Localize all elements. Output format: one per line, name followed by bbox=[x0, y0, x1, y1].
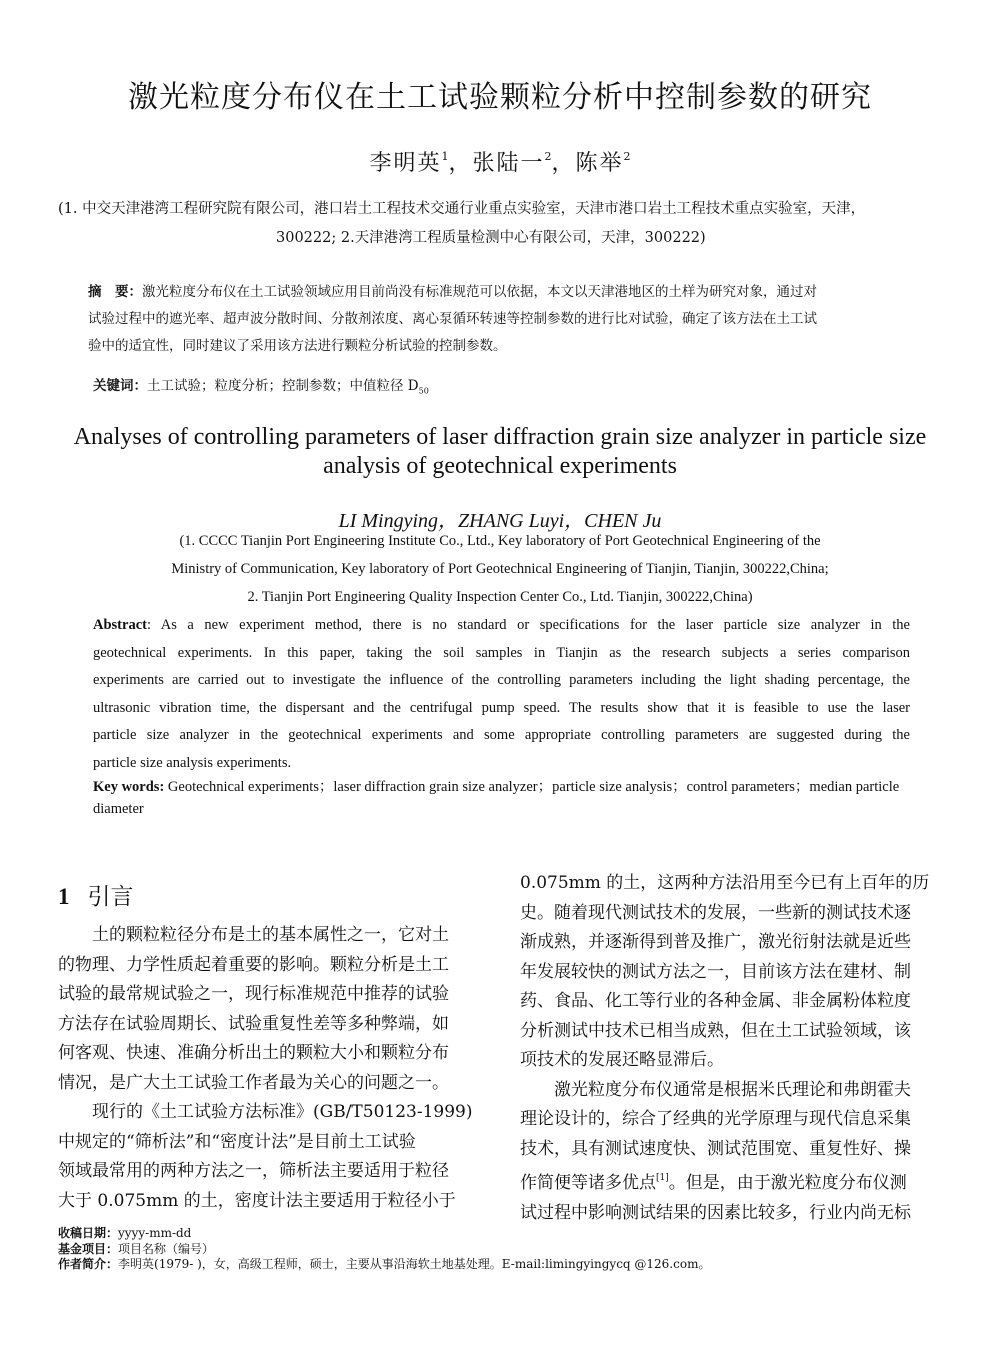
footnote-fund bbox=[58, 1242, 710, 1258]
body-text-line: 渐成熟，并逐渐得到普及推广，激光衍射法就是近些 bbox=[520, 932, 911, 952]
author-name: 陈举 bbox=[575, 151, 624, 176]
chinese-keywords bbox=[93, 374, 429, 396]
body-text-line: 年发展较快的测试方法之一，目前该方法在建材、制 bbox=[520, 961, 911, 982]
footnote-label: 基金项目： bbox=[58, 1241, 119, 1256]
body-text-line: 情况，是广大土工试验工作者最为关心的问题之一。 bbox=[58, 1072, 449, 1093]
body-text-line: 中规定的“筛析法”和“密度计法”是目前土工试验 bbox=[58, 1131, 416, 1152]
body-text-line: 方法存在试验周期长、试验重复性差等多种弊端，如 bbox=[58, 1013, 449, 1034]
footnotes bbox=[58, 1226, 710, 1273]
chinese-abstract-text: 试验过程中的遮光率、超声波分散时间、分散剂浓度、离心泵循环转速等控制参数的进行比对试验，确定了该方法在土工试 bbox=[88, 311, 817, 327]
english-keywords-text: Geotechnical experiments；laser diffraction grain size analyzer；particle size analysis；control parameters；median particle diameter bbox=[93, 779, 900, 817]
body-text-line: 现行的《土工试验方法标准》(GB/T50123-1999) bbox=[58, 1102, 473, 1122]
body-text-line: 试过程中影响测试结果的因素比较多，行业内尚无标 bbox=[520, 1202, 911, 1223]
english-affiliation-line: Ministry of Communication, Key laboratory of Port Geotechnical Engineering of Tianjin, Tianjin, 300222,China; bbox=[171, 561, 829, 577]
author-name: 张陆一 bbox=[472, 151, 545, 176]
chinese-title: 激光粒度分布仪在土工试验颗粒分析中控制参数的研究 bbox=[128, 80, 872, 115]
english-abstract-text: experiments are carried out to investigate the influence of the controlling parameters including the light shading percentage, the bbox=[93, 672, 910, 688]
body-text-fragment: 作简便等诸多优点 bbox=[520, 1173, 656, 1193]
footnote-label: 作者简介： bbox=[58, 1257, 119, 1271]
chinese-keywords-text: 土工试验；粒度分析；控制参数；中值粒径 D bbox=[147, 378, 419, 394]
body-text-line: 史。随着现代测试技术的发展，一些新的测试技术逐 bbox=[520, 902, 911, 923]
body-text-line bbox=[520, 1164, 948, 1199]
citation-reference: [1] bbox=[656, 1173, 669, 1183]
section-heading bbox=[58, 878, 134, 911]
author-affiliation-marker: 2 bbox=[623, 150, 631, 163]
body-text-line: 理论设计的，综合了经典的光学原理与现代信息采集 bbox=[520, 1109, 911, 1129]
english-affiliation-line: 2. Tianjin Port Engineering Quality Inspection Center Co., Ltd. Tianjin, 300222,China) bbox=[247, 589, 753, 605]
section-title: 引言 bbox=[87, 884, 134, 910]
english-abstract bbox=[93, 612, 910, 777]
chinese-keywords-label: 关键词： bbox=[93, 378, 147, 394]
footnote-received bbox=[58, 1226, 710, 1242]
english-abstract-text: particle size analyzer in the geotechnical experiments and some appropriate controlling parameters are suggested during the bbox=[93, 727, 910, 743]
body-text-line: 激光粒度分布仪通常是根据米氏理论和弗朗霍夫 bbox=[520, 1079, 911, 1100]
author-separator: ， bbox=[551, 151, 576, 176]
author-affiliation-marker: 2 bbox=[544, 150, 552, 163]
body-text-line: 0.075mm 的土，这两种方法沿用至今已有上百年的历 bbox=[520, 873, 930, 893]
english-keywords-label: Key words: bbox=[93, 779, 165, 795]
english-abstract-text: : As a new experiment method, there is no standard or specifications for the laser particle size analyzer in the bbox=[146, 617, 910, 633]
body-text-line: 技术，具有测试速度快、测试范围宽、重复性好、操 bbox=[520, 1138, 911, 1159]
section-number: 1 bbox=[58, 884, 70, 909]
author-affiliation-marker: 1 bbox=[441, 150, 449, 163]
english-authors: LI Mingying，ZHANG Luyi，CHEN Ju bbox=[338, 510, 662, 532]
body-text-line: 项技术的发展还略显滞后。 bbox=[520, 1050, 724, 1070]
chinese-abstract-text: 验中的适宜性，同时建议了采用该方法进行颗粒分析试验的控制参数。 bbox=[88, 338, 507, 354]
chinese-affiliation-line: 300222; 2.天津港湾工程质量检测中心有限公司，天津，300222) bbox=[276, 230, 706, 246]
english-abstract-text: ultrasonic vibration time, the dispersant and the centrifugal pump speed. The results show that it is feasible to use the laser bbox=[93, 699, 910, 716]
body-right-column bbox=[520, 869, 948, 1228]
body-text-line: 试验的最常规试验之一，现行标准规范中推荐的试验 bbox=[58, 984, 449, 1004]
body-text-line: 分析测试中技术已相当成熟，但在土工试验领域，该 bbox=[520, 1020, 911, 1041]
english-affiliation-line: (1. CCCC Tianjin Port Engineering Institute Co., Ltd., Key laboratory of Port Geotechnical Engineering of the bbox=[179, 533, 821, 549]
author-separator: ， bbox=[448, 151, 473, 176]
footnote-value: 李明英(1979- )，女，高级工程师，硕士，主要从事沿海软土地基处理。E-mail:limingyingycq @126.com。 bbox=[118, 1257, 711, 1271]
body-text-line: 药、食品、化工等行业的各种金属、非金属粉体粒度 bbox=[520, 991, 911, 1011]
english-title-line: Analyses of controlling parameters of laser diffraction grain size analyzer in particle size bbox=[73, 424, 927, 450]
chinese-keywords-subscript: 50 bbox=[418, 386, 429, 396]
chinese-abstract-label: 摘 要： bbox=[88, 284, 142, 300]
footnote-value: yyyy-mm-dd bbox=[118, 1226, 192, 1240]
body-text-line: 领域最常用的两种方法之一，筛析法主要适用于粒径 bbox=[58, 1161, 449, 1181]
chinese-authors bbox=[0, 146, 1000, 177]
english-title bbox=[0, 423, 1000, 481]
body-left-column bbox=[58, 921, 486, 1216]
body-text-line: 的物理、力学性质起着重要的影响。颗粒分析是土工 bbox=[58, 954, 449, 975]
footnote-label: 收稿日期： bbox=[58, 1226, 119, 1240]
chinese-affiliation-line: (1. 中交天津港湾工程研究院有限公司，港口岩土工程技术交通行业重点实验室，天津市港口岩土工程技术重点实验室，天津， bbox=[58, 201, 866, 217]
english-abstract-text: geotechnical experiments. In this paper, taking the soil samples in Tianjin as the research subjects a series comparison bbox=[93, 644, 910, 661]
body-text-fragment: 。但是，由于激光粒度分布仪测 bbox=[668, 1173, 907, 1193]
footnote-value: 项目名称（编号） bbox=[118, 1241, 215, 1256]
english-title-line: analysis of geotechnical experiments bbox=[323, 453, 677, 479]
body-text-line: 何客观、快速、准确分析出土的颗粒大小和颗粒分布 bbox=[58, 1043, 449, 1063]
author-name: 李明英 bbox=[369, 151, 442, 176]
body-text-line: 大于 0.075mm 的土，密度计法主要适用于粒径小于 bbox=[58, 1190, 456, 1211]
chinese-abstract-text: 激光粒度分布仪在土工试验领域应用目前尚没有标准规范可以依据，本文以天津港地区的土样为研究对象，通过对 bbox=[142, 284, 817, 300]
english-keywords bbox=[93, 776, 910, 820]
english-abstract-text: particle size analysis experiments. bbox=[93, 754, 292, 771]
body-text-line: 土的颗粒粒径分布是土的基本属性之一，它对土 bbox=[58, 925, 449, 945]
footnote-author bbox=[58, 1257, 710, 1273]
chinese-abstract bbox=[88, 279, 948, 360]
english-abstract-label: Abstract bbox=[93, 617, 147, 633]
